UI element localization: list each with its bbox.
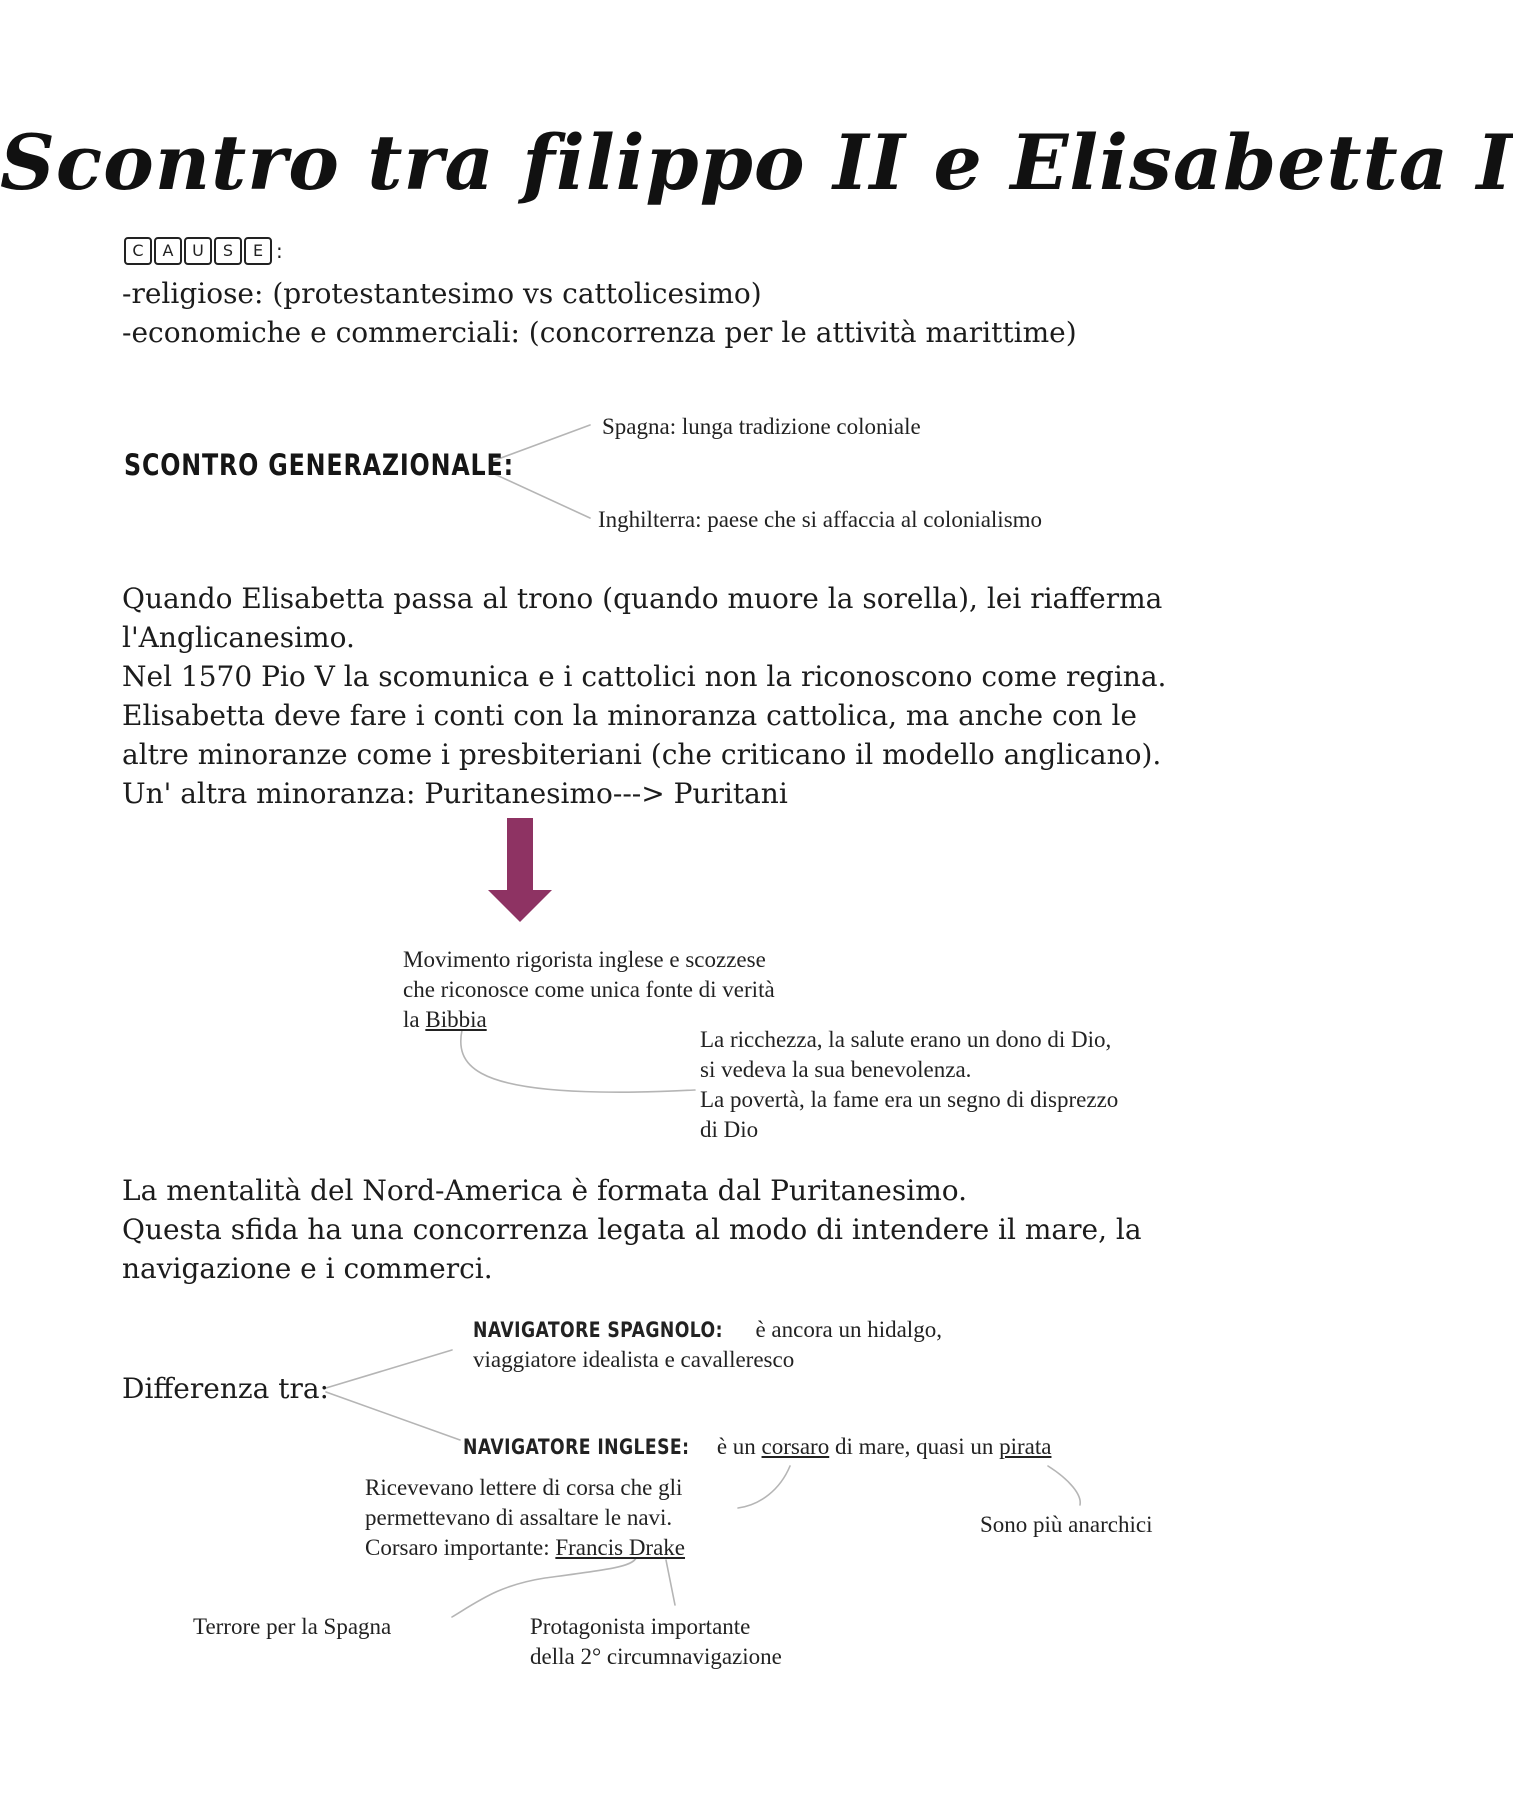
page-title: Scontro tra filippo II e Elisabetta I xyxy=(0,118,1513,207)
note-line: di Dio xyxy=(700,1117,759,1142)
cause-letter-box: A xyxy=(154,237,182,265)
navigatore-inglese-note xyxy=(463,1432,1051,1462)
scontro-generazionale-heading: SCONTRO GENERAZIONALE: xyxy=(124,448,514,482)
note-line: Ricevevano lettere di corsa che gli xyxy=(365,1475,683,1500)
connector-navigatore-inglese xyxy=(326,1392,460,1440)
bibbia-underlined: Bibbia xyxy=(425,1007,487,1032)
connector-pirata xyxy=(1048,1466,1080,1505)
cause-religiose: -religiose: (protestantesimo vs cattolicesimo) xyxy=(122,277,762,310)
note-line: della 2° circumnavigazione xyxy=(530,1644,782,1669)
note-line xyxy=(473,1315,942,1345)
paragraph-line: l'Anglicanesimo. xyxy=(122,621,355,654)
navigatore-spagnolo-label: NAVIGATORE SPAGNOLO: xyxy=(473,1318,723,1342)
cause-colon: : xyxy=(276,239,283,263)
navigatore-inglese-label: NAVIGATORE INGLESE: xyxy=(463,1435,690,1459)
ricchezza-note xyxy=(700,1025,1118,1145)
paragraph-line: Un' altra minoranza: Puritanesimo---> Puritani xyxy=(122,777,788,810)
francis-drake-underlined: Francis Drake xyxy=(555,1535,686,1560)
note-line: permettevano di assaltare le navi. xyxy=(365,1505,673,1530)
connector-corsaro xyxy=(738,1466,790,1508)
paragraph-line: altre minoranze come i presbiteriani (che criticano il modello anglicano). xyxy=(122,738,1162,771)
connector-navigatore-spagnolo xyxy=(326,1350,452,1388)
note-text: la xyxy=(403,1007,426,1032)
differenza-label: Differenza tra: xyxy=(122,1372,329,1405)
connector-protagonista xyxy=(666,1560,675,1605)
paragraph-line: Questa sfida ha una concorrenza legata al modo di intendere il mare, la xyxy=(122,1213,1142,1246)
note-text: è un xyxy=(711,1434,762,1459)
branch-inghilterra: Inghilterra: paese che si affaccia al colonialismo xyxy=(598,507,1043,532)
puritanesimo-note xyxy=(403,945,775,1035)
paragraph-line: La mentalità del Nord-America è formata dal Puritanesimo. xyxy=(122,1174,968,1207)
note-line: La povertà, la fame era un segno di disprezzo xyxy=(700,1087,1119,1112)
note-line xyxy=(365,1533,685,1563)
anarchici-note: Sono più anarchici xyxy=(980,1512,1153,1537)
cause-heading xyxy=(124,237,283,265)
paragraph-elisabetta xyxy=(122,579,1166,813)
pirata-underlined: pirata xyxy=(999,1434,1052,1459)
paragraph-mentalita xyxy=(122,1171,1142,1288)
corsa-note xyxy=(365,1473,685,1563)
cause-letter-box: C xyxy=(124,237,152,265)
terrore-note: Terrore per la Spagna xyxy=(193,1614,392,1639)
navigatore-spagnolo-note xyxy=(473,1315,942,1375)
paragraph-line: Nel 1570 Pio V la scomunica e i cattolici non la riconoscono come regina. xyxy=(122,660,1167,693)
connector-bibbia xyxy=(461,1030,695,1092)
cause-letter-box: E xyxy=(244,237,272,265)
cause-letter-box: S xyxy=(214,237,242,265)
connector-terrore xyxy=(452,1558,636,1617)
note-text: è ancora un hidalgo, xyxy=(749,1317,942,1342)
protagonista-note xyxy=(530,1612,782,1672)
note-line: Movimento rigorista inglese e scozzese xyxy=(403,947,766,972)
note-text: di mare, quasi un xyxy=(829,1434,1000,1459)
note-line: La ricchezza, la salute erano un dono di Dio, xyxy=(700,1027,1112,1052)
note-line: viaggiatore idealista e cavalleresco xyxy=(473,1347,795,1372)
branch-spagna: Spagna: lunga tradizione coloniale xyxy=(602,414,921,439)
note-text: Corsaro importante: xyxy=(365,1535,556,1560)
note-line: Protagonista importante xyxy=(530,1614,751,1639)
cause-economiche: -economiche e commerciali: (concorrenza per le attività marittime) xyxy=(122,316,1077,349)
note-line: che riconosce come unica fonte di verità xyxy=(403,977,775,1002)
paragraph-line: Quando Elisabetta passa al trono (quando muore la sorella), lei riafferma xyxy=(122,582,1163,615)
paragraph-line: Elisabetta deve fare i conti con la minoranza cattolica, ma anche con le xyxy=(122,699,1137,732)
down-arrow-icon xyxy=(488,818,558,922)
corsaro-underlined: corsaro xyxy=(761,1434,830,1459)
paragraph-line: navigazione e i commerci. xyxy=(122,1252,493,1285)
note-line: si vedeva la sua benevolenza. xyxy=(700,1057,972,1082)
cause-letter-box: U xyxy=(184,237,212,265)
